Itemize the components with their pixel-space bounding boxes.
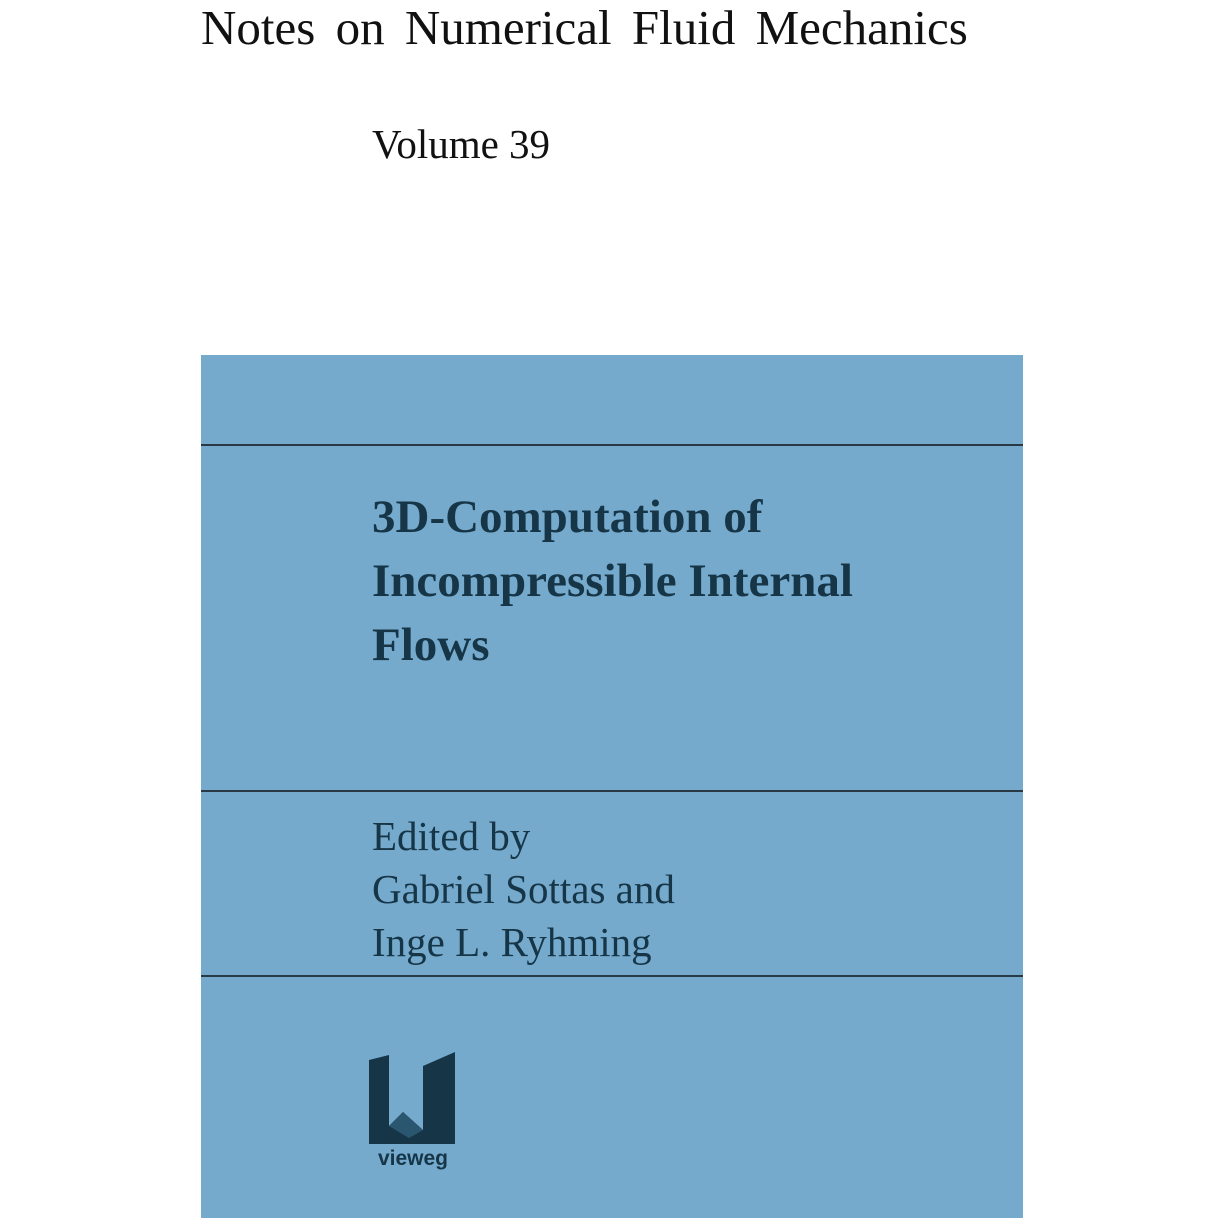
divider-rule [201,975,1023,977]
editors-block [372,810,675,969]
vieweg-logo [369,1052,457,1170]
book-title-line-1: 3D-Computation of [372,491,763,543]
divider-rule [201,790,1023,792]
book-title [372,485,853,677]
book-title-line-3: Flows [372,619,490,671]
book-title-line-2: Incompressible Internal [372,555,853,607]
volume-number: Volume 39 [372,121,551,167]
editor-line-1: Gabriel Sottas and [372,866,675,912]
series-title: Notes on Numerical Fluid Mechanics [201,0,968,55]
cover-panel [201,355,1023,1218]
edited-by-label: Edited by [372,813,531,859]
divider-rule [201,444,1023,446]
vieweg-logo-text: vieweg [377,1147,449,1170]
editor-line-2: Inge L. Ryhming [372,919,652,965]
